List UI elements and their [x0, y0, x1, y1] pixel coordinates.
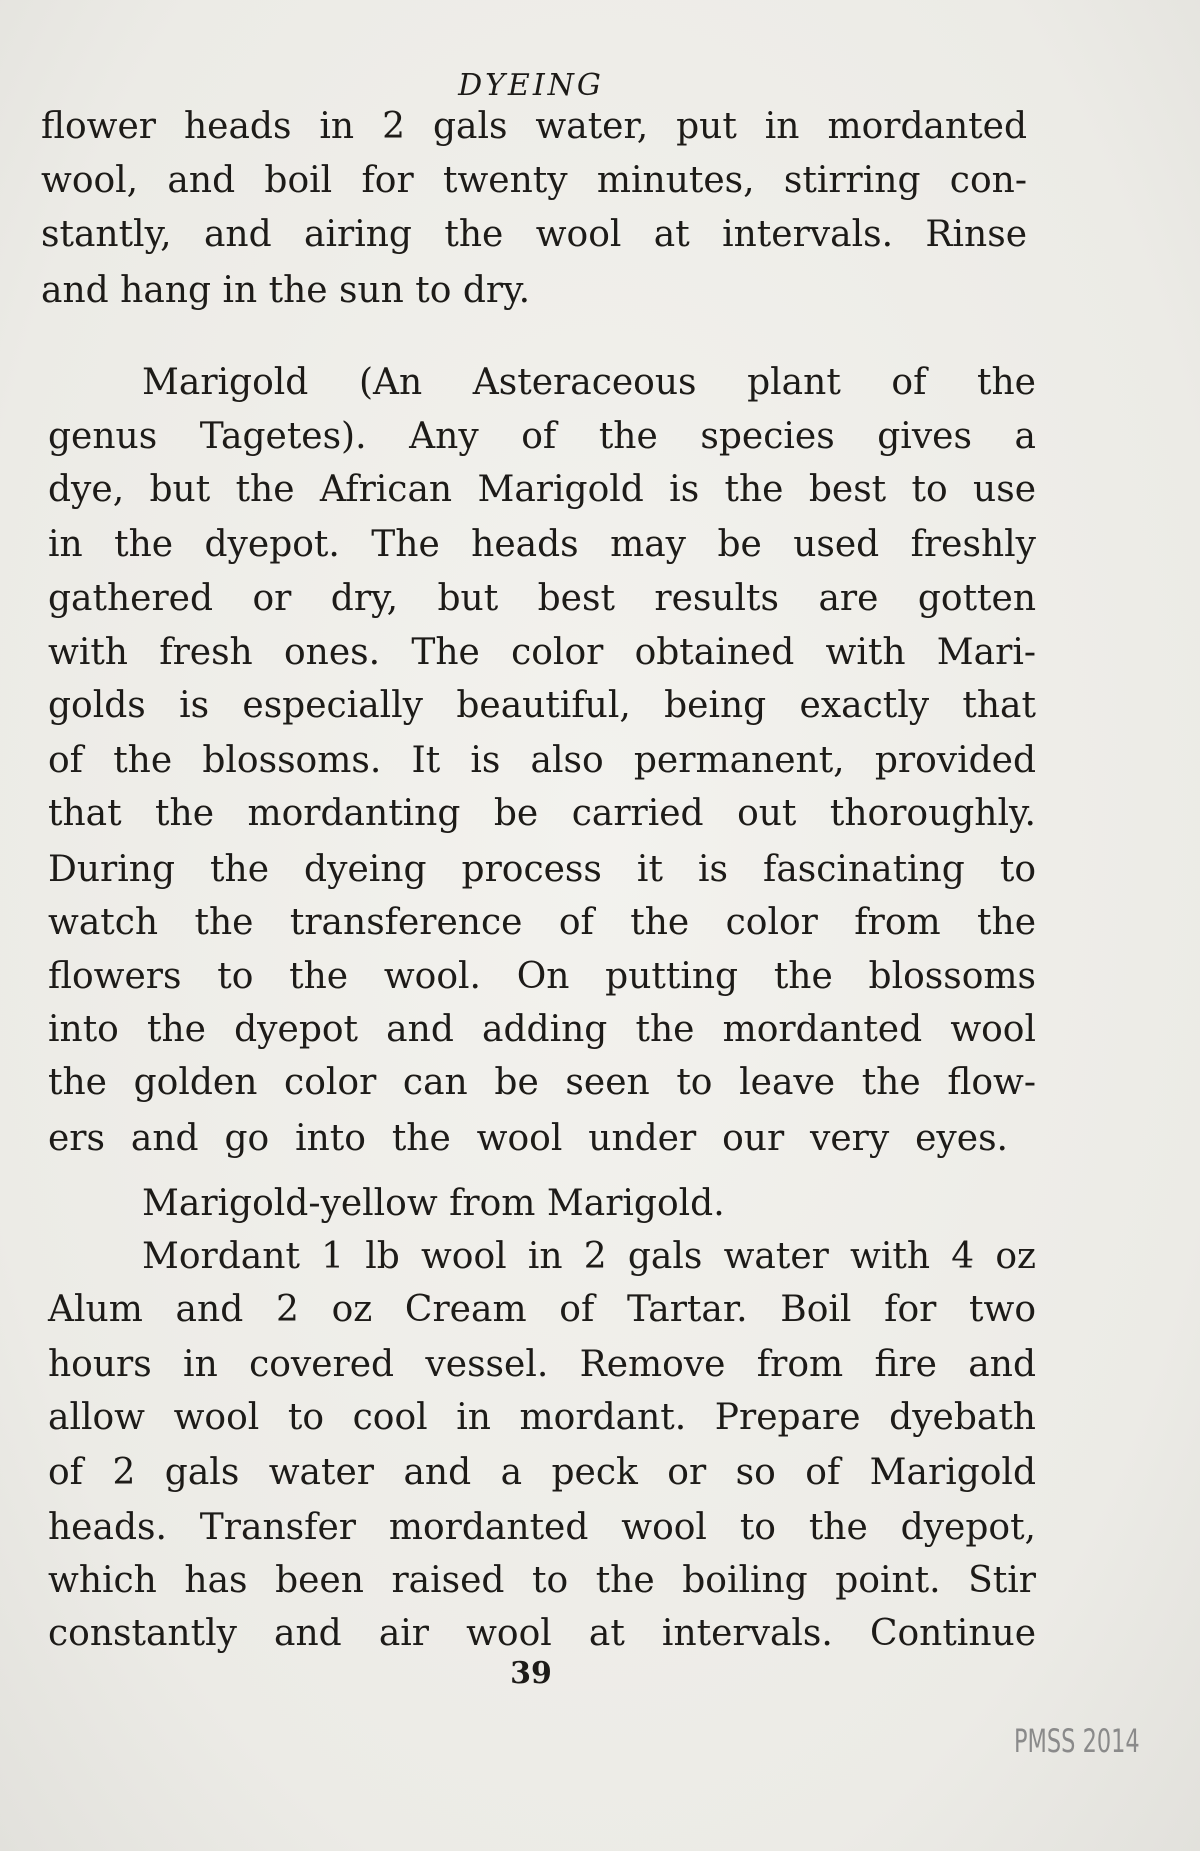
text-line: genus Tagetes). Any of the species gives a — [48, 416, 1036, 457]
text-line: Mordant 1 lb wool in 2 gals water with 4 oz — [142, 1236, 1036, 1277]
text-line: stantly, and airing the wool at intervals. Rinse — [41, 214, 1027, 255]
text-line: of 2 gals water and a peck or so of Marigold — [48, 1452, 1036, 1493]
text-line: Marigold (An Asteraceous plant of the — [142, 362, 1036, 403]
text-line: dye, but the African Marigold is the best to use — [48, 469, 1036, 510]
text-line: heads. Transfer mordanted wool to the dyepot, — [48, 1507, 1036, 1548]
text-line: watch the transference of the color from the — [48, 902, 1036, 943]
text-line: flowers to the wool. On putting the blossoms — [48, 956, 1036, 997]
text-line: Alum and 2 oz Cream of Tartar. Boil for two — [48, 1289, 1036, 1330]
text-line: golds is especially beautiful, being exactly that — [48, 685, 1036, 726]
text-line: allow wool to cool in mordant. Prepare dyebath — [48, 1397, 1036, 1438]
watermark: PMSS 2014 — [1014, 1722, 1140, 1760]
text-line: that the mordanting be carried out thoroughly. — [48, 793, 1036, 834]
text-line: wool, and boil for twenty minutes, stirring con- — [41, 160, 1027, 201]
text-line: hours in covered vessel. Remove from fire and — [48, 1344, 1036, 1385]
text-line: which has been raised to the boiling point. Stir — [48, 1560, 1036, 1601]
text-line: in the dyepot. The heads may be used freshly — [48, 524, 1036, 565]
text-line: into the dyepot and adding the mordanted wool — [48, 1009, 1036, 1050]
running-header: DYEING — [458, 68, 604, 103]
text-line: constantly and air wool at intervals. Continue — [48, 1613, 1036, 1654]
page-number: 39 — [510, 1656, 552, 1691]
text-line: with fresh ones. The color obtained with Mari- — [48, 632, 1036, 673]
text-line: flower heads in 2 gals water, put in mordanted — [41, 106, 1027, 147]
text-line: the golden color can be seen to leave the flow- — [48, 1062, 1036, 1103]
text-line: and hang in the sun to dry. — [41, 270, 531, 311]
text-line: gathered or dry, but best results are gotten — [48, 578, 1036, 619]
text-line: During the dyeing process it is fascinating to — [48, 849, 1036, 890]
text-line: of the blossoms. It is also permanent, provided — [48, 740, 1036, 781]
text-line: ers and go into the wool under our very eyes. — [48, 1118, 1008, 1159]
recipe-title: Marigold-yellow from Marigold. — [142, 1183, 725, 1224]
